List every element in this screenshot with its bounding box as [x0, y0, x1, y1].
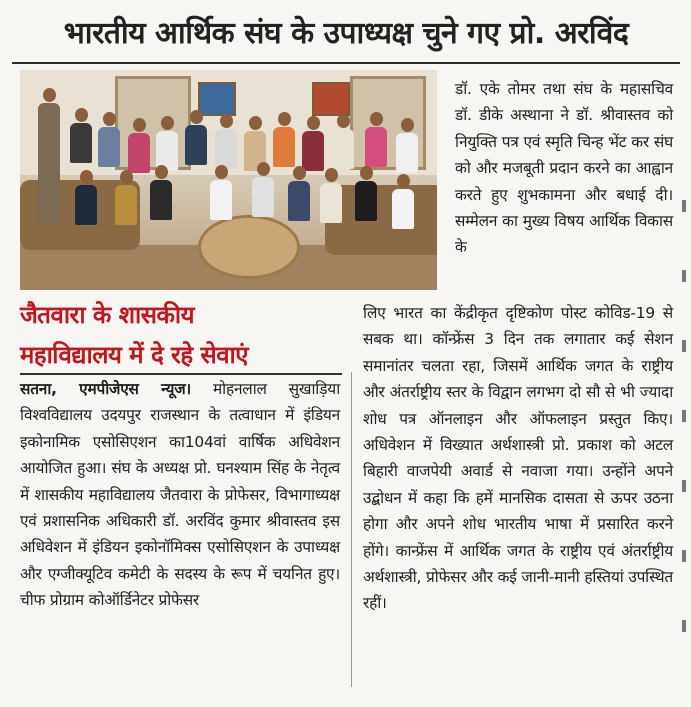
headline-rule — [12, 62, 680, 64]
sub-headline-line1: जैतवारा के शासकीय — [20, 301, 195, 329]
headline: भारतीय आर्थिक संघ के उपाध्यक्ष चुने गए प्रो. अरविंद — [63, 16, 629, 51]
sub-headline-line2: महाविद्यालय में दे रहे सेवाएं — [20, 341, 249, 369]
sub-headline-rule — [20, 373, 342, 375]
news-photo — [20, 70, 445, 290]
article-lead-text: मोहनलाल सुखाड़िया विश्वविद्यालय उदयपुर राजस्थान के तत्वाधान में इंडियन इकोनामिक एसोसिएशन का104वां वार्षिक अधिवेशन आयोजित हुआ। संघ के अध्यक्ष प्रो. घनश्याम सिंह के नेतृत्व में शासकीय महाविद्यालय जैतवारा के प्रोफेसर, विभागाध्यक्ष एवं प्रशासनिक अधिकारी डॉ. अरविंद कुमार श्रीवास्तव इस अधिवेशन में इंडियन इकोनॉमिक्स एसोसिएशन के उपाध्यक्ष और एग्जीक्यूटिव कमेटी के सदस्य के रूप में चयनित हुए। चीफ प्रोग्राम कोऑर्डिनेटर प्रोफेसर — [20, 380, 340, 610]
article-column-left — [20, 376, 340, 614]
page-edge-marks — [682, 200, 688, 660]
article-column-right: लिए भारत का केंद्रीकृत दृष्टिकोण पोस्ट कोविड-19 से सबक था। कॉन्फ्रेंस 3 दिन तक लगातार कई सेशन समानांतर चलता रहा, जिसमें आर्थिक जगत के राष्ट्रीय और अंतर्राष्ट्रीय स्तर के विद्वान लगभग दो सौ से भी ज्यादा शोध पत्र ऑनलाइन और ऑफलाइन प्रस्तुत किए। अधिवेशन में विख्यात अर्थशास्त्री प्रो. प्रकाश को अटल बिहारी वाजपेयी अवार्ड से नवाजा गया। उन्होंने अपने उद्बोधन में कहा कि हमें मानसिक दासता से ऊपर उठना होगा और अपने शोध भारतीय भाषा में प्रसारित करने होंगे। कान्फ्रेंस में आर्थिक जगत के राष्ट्रीय एवं अंतर्राष्ट्रीय अर्थशास्त्री, प्रोफेसर और कई जानी-मानी हस्तियां उपस्थित रहीं। — [363, 304, 673, 613]
column-divider — [351, 372, 352, 687]
dateline: सतना, एमपीजेएस न्यूज। — [20, 380, 192, 398]
article-column-right-top: डॉ. एके तोमर तथा संघ के महासचिव डॉ. डीके अस्थाना ने डॉ. श्रीवास्तव को नियुक्ति पत्र एवं स्मृति चिन्ह भेंट कर संघ को और मजबूती प्रदान करने का आह्वान करते हुए शुभकामना और बधाई दी। सम्मेलन का मुख्य विषय आर्थिक विकास के — [455, 80, 673, 257]
